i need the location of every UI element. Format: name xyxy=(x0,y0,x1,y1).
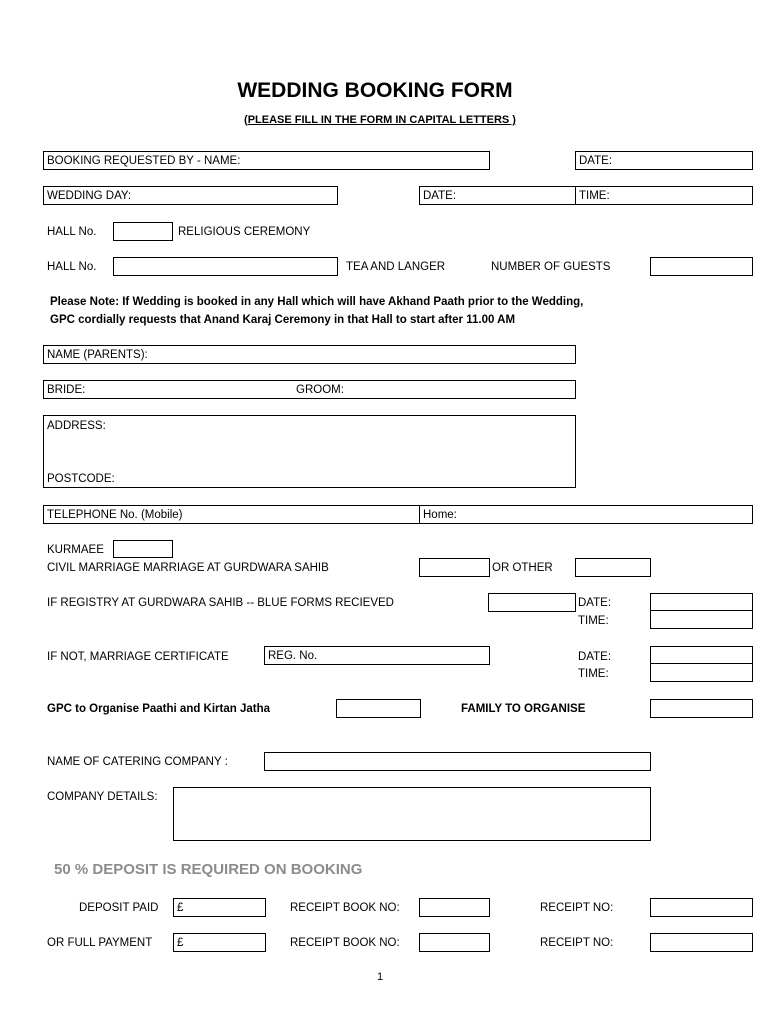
subtitle-text: PLEASE FILL IN THE FORM IN CAPITAL LETTERS ) xyxy=(247,114,516,126)
deposit-receipt-no-label: RECEIPT NO: xyxy=(540,902,614,914)
telephone-mobile-field[interactable] xyxy=(43,505,420,524)
certificate-date-label: DATE: xyxy=(578,651,612,663)
guests-label: NUMBER OF GUESTS xyxy=(491,261,611,273)
address-field[interactable] xyxy=(43,415,576,488)
kurmaee-label: KURMAEE xyxy=(47,544,104,556)
note-line-1: Please Note: If Wedding is booked in any Hall which will have Akhand Paath prior to the Wedding, xyxy=(50,296,584,308)
postcode-label: POSTCODE: xyxy=(47,473,115,485)
registry-label: IF REGISTRY AT GURDWARA SAHIB -- BLUE FORMS RECIEVED xyxy=(47,597,394,609)
registry-date-field[interactable] xyxy=(650,593,753,611)
parents-name-field[interactable] xyxy=(43,345,576,364)
gurdwara-marriage-field[interactable] xyxy=(419,558,490,577)
form-title: WEDDING BOOKING FORM xyxy=(237,79,513,102)
or-other-label: OR OTHER xyxy=(492,562,553,574)
subtitle-paren: ( xyxy=(244,114,248,126)
other-marriage-field[interactable] xyxy=(575,558,651,577)
deposit-paid-label: DEPOSIT PAID xyxy=(79,902,159,914)
guests-field[interactable] xyxy=(650,257,753,276)
company-details-label: COMPANY DETAILS: xyxy=(47,791,158,803)
gpc-organise-field[interactable] xyxy=(336,699,421,718)
note-line-2: GPC cordially requests that Anand Karaj Ceremony in that Hall to start after 11.00 AM xyxy=(50,314,516,326)
hall-number-field-1[interactable] xyxy=(113,222,173,241)
registry-time-field[interactable] xyxy=(650,610,753,629)
full-receipt-book-field[interactable] xyxy=(419,933,490,952)
full-payment-currency: £ xyxy=(177,937,184,949)
deposit-currency: £ xyxy=(177,902,184,914)
parents-name-label: NAME (PARENTS): xyxy=(47,349,148,361)
registry-date-label: DATE: xyxy=(578,597,612,609)
certificate-time-field[interactable] xyxy=(650,663,753,682)
catering-name-field[interactable] xyxy=(264,752,651,771)
certificate-date-field[interactable] xyxy=(650,646,753,664)
full-receipt-book-label: RECEIPT BOOK NO: xyxy=(290,937,400,949)
if-not-label: IF NOT, MARRIAGE CERTIFICATE xyxy=(47,651,229,663)
wedding-date-label: DATE: xyxy=(423,190,457,202)
reg-no-field[interactable] xyxy=(264,646,490,665)
reg-no-label: REG. No. xyxy=(268,650,318,662)
hall-label-1: HALL No. xyxy=(47,226,97,238)
booking-date-field[interactable] xyxy=(575,151,753,170)
gpc-organise-label: GPC to Organise Paathi and Kirtan Jatha xyxy=(47,703,271,715)
telephone-home-field[interactable] xyxy=(419,505,753,524)
certificate-time-label: TIME: xyxy=(578,668,609,680)
booking-date-label: DATE: xyxy=(579,155,613,167)
bride-label: BRIDE: xyxy=(47,384,86,396)
booking-name-field[interactable] xyxy=(43,151,490,170)
deposit-heading: 50 % DEPOSIT IS REQUIRED ON BOOKING xyxy=(54,861,363,878)
religious-ceremony-label: RELIGIOUS CEREMONY xyxy=(178,226,311,238)
hall-number-field-2[interactable] xyxy=(113,257,338,276)
full-receipt-no-label: RECEIPT NO: xyxy=(540,937,614,949)
blue-forms-field[interactable] xyxy=(488,593,576,612)
full-receipt-no-field[interactable] xyxy=(650,933,753,952)
family-organise-label: FAMILY TO ORGANISE xyxy=(461,703,586,715)
tea-langer-label: TEA AND LANGER xyxy=(346,261,446,273)
wedding-time-label: TIME: xyxy=(579,190,610,202)
address-label: ADDRESS: xyxy=(47,420,106,432)
page-number: 1 xyxy=(376,971,384,983)
catering-name-label: NAME OF CATERING COMPANY : xyxy=(47,756,228,768)
home-label: Home: xyxy=(423,509,457,521)
hall-label-2: HALL No. xyxy=(47,261,97,273)
deposit-receipt-no-field[interactable] xyxy=(650,898,753,917)
wedding-date-field[interactable] xyxy=(419,186,576,205)
full-payment-label: OR FULL PAYMENT xyxy=(47,937,153,949)
bride-groom-field[interactable] xyxy=(43,380,576,399)
deposit-receipt-book-label: RECEIPT BOOK NO: xyxy=(290,902,400,914)
deposit-receipt-book-field[interactable] xyxy=(419,898,490,917)
deposit-paid-field[interactable] xyxy=(173,898,266,917)
family-organise-field[interactable] xyxy=(650,699,753,718)
wedding-day-label: WEDDING DAY: xyxy=(47,190,132,202)
form-subtitle xyxy=(0,114,760,126)
civil-marriage-label: CIVIL MARRIAGE MARRIAGE AT GURDWARA SAHIB xyxy=(47,562,329,574)
full-payment-field[interactable] xyxy=(173,933,266,952)
registry-time-label: TIME: xyxy=(578,615,609,627)
kurmaee-field[interactable] xyxy=(113,540,173,558)
wedding-day-field[interactable] xyxy=(43,186,338,205)
company-details-field[interactable] xyxy=(173,787,651,841)
groom-label: GROOM: xyxy=(296,384,344,396)
booking-name-label: BOOKING REQUESTED BY - NAME: xyxy=(47,155,241,167)
telephone-label: TELEPHONE No. (Mobile) xyxy=(47,509,183,521)
wedding-time-field[interactable] xyxy=(575,186,753,205)
